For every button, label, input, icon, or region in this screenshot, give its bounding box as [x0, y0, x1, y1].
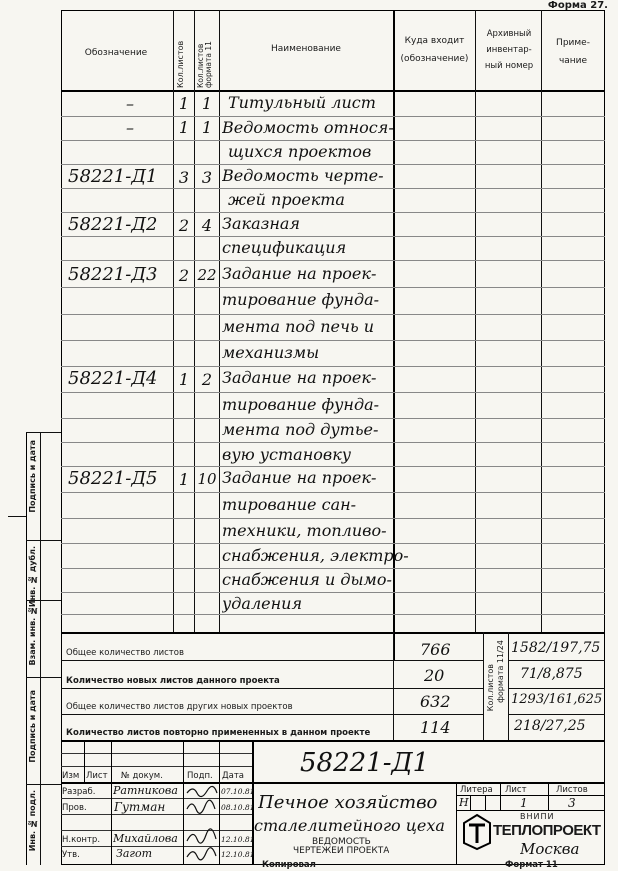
row-5-name-line3: мента под печь и [222, 317, 375, 336]
row-7-count: 1 [178, 470, 190, 489]
header-archive: Архивный инвентар- ный номер [484, 29, 534, 71]
stamp-date-5: 12.10.81 [221, 850, 255, 859]
side-label-inv-orig: Инв. № подл. [28, 790, 37, 852]
row-5-designation: 58221-Д3 [68, 264, 158, 285]
stamp-role-1: Разраб. [62, 787, 96, 797]
row-6-format11: 2 [201, 370, 213, 389]
stamp-date-2: 08.10.81 [221, 803, 255, 812]
header-sheet-count: Кол.листов [176, 40, 185, 88]
row-3-name-line2: жей проекта [228, 190, 345, 209]
row-2-name-line1: Ведомость относя- [222, 118, 394, 137]
stamp-role-4: Н.контр. [62, 835, 101, 845]
summary-label-4: Количество листов повторно примененных в данном проекте [66, 728, 371, 738]
row-6-name-line2: тирование фунда- [222, 395, 380, 414]
stamp-title-line1: Печное хозяйство [258, 792, 438, 813]
row-7-name-line2: тирование сан- [222, 495, 357, 514]
row-2-name-line2: щихся проектов [228, 142, 372, 161]
row-1-name: Титульный лист [228, 93, 376, 112]
row-1-designation: – [126, 94, 134, 113]
stamp-role-5: Утв. [62, 850, 80, 860]
summary-label-2: Количество новых листов данного проекта [66, 676, 280, 686]
summary-col-header-1: Кол.листов [486, 664, 495, 712]
summary-val1-1: 766 [420, 640, 451, 659]
stamp-date-1: 07.10.81 [221, 787, 255, 796]
teploproekt-logo-icon [462, 813, 492, 851]
stamp-list-label: Лист [505, 785, 527, 795]
stamp-litera-value: Н [459, 796, 469, 809]
row-6-name-line1: Задание на проек- [222, 368, 377, 387]
row-4-count: 2 [178, 216, 190, 235]
stamp-name-5: Загот [116, 847, 153, 860]
stamp-org-name: ТЕПЛОПРОЕКТ [493, 822, 601, 839]
row-5-name-line4: механизмы [222, 343, 320, 362]
stamp-col-date: Дата [222, 771, 245, 781]
summary-val1-4: 114 [420, 718, 451, 737]
stamp-col-docnum: № докум. [121, 771, 163, 781]
row-6-name-line3: мента под дутье- [222, 420, 379, 439]
stamp-name-1: Ратникова [113, 784, 178, 797]
row-4-designation: 58221-Д2 [68, 214, 158, 235]
footer-format: Формат 11 [505, 860, 558, 870]
stamp-name-2: Гутман [114, 800, 166, 814]
row-3-format11: 3 [201, 168, 213, 187]
stamp-org-city: Москва [520, 840, 580, 858]
row-3-name-line1: Ведомость черте- [222, 166, 384, 185]
form-label: Форма 27. [547, 0, 608, 11]
row-2-count: 1 [178, 118, 190, 137]
row-3-count: 3 [178, 168, 190, 187]
stamp-title-line3: ВЕДОМОСТЬ [312, 837, 371, 847]
row-7-name-line1: Задание на проек- [222, 468, 377, 487]
row-5-name-line1: Задание на проек- [222, 264, 377, 283]
stamp-lists-value: 3 [568, 796, 576, 810]
row-6-designation: 58221-Д4 [68, 368, 158, 389]
header-sheet-count-format: Кол.листов формата 11 [196, 41, 213, 88]
stamp-date-4: 12.10.81 [221, 835, 255, 844]
row-6-count: 1 [178, 370, 190, 389]
row-4-format11: 4 [201, 216, 213, 235]
row-7-name-line5: снабжения и дымо- [222, 570, 392, 589]
row-4-name-line1: Заказная [222, 214, 300, 233]
row-1-count: 1 [178, 94, 190, 113]
side-label-sign-date-top: Подпись и дата [28, 440, 37, 513]
header-designation: Обозначение [84, 48, 148, 58]
row-2-designation: – [126, 118, 134, 137]
summary-label-3: Общее количество листов других новых проектов [66, 702, 293, 712]
row-2-format11: 1 [201, 118, 213, 137]
stamp-title-line2: сталелитейного цеха [254, 816, 445, 835]
header-name: Наименование [271, 44, 341, 54]
stamp-list-value: 1 [520, 796, 528, 810]
summary-val2-1: 1582/197,75 [511, 640, 601, 656]
summary-label-1: Общее количество листов [66, 648, 184, 658]
summary-val1-3: 632 [420, 692, 451, 711]
stamp-title-line4: ЧЕРТЕЖЕЙ ПРОЕКТА [293, 846, 390, 856]
row-7-designation: 58221-Д5 [68, 468, 158, 489]
header-goes-into: Куда входит (обозначение) [400, 36, 469, 64]
summary-val1-2: 20 [424, 666, 445, 685]
side-label-inv-dubl: Инв. № дубл. [28, 546, 37, 608]
stamp-doc-code: 58221-Д1 [300, 748, 430, 778]
signatures-image [184, 783, 219, 865]
stamp-col-list: Лист [86, 771, 108, 781]
stamp-role-2: Пров. [62, 803, 87, 813]
row-5-count: 2 [178, 266, 190, 285]
stamp-col-sign: Подп. [187, 771, 213, 781]
row-6-name-line4: вую установку [222, 445, 352, 464]
row-4-name-line2: спецификация [222, 238, 347, 257]
row-7-name-line3: техники, топливо- [222, 521, 387, 540]
summary-val2-4: 218/27,25 [514, 718, 586, 734]
summary-col-header-2: формата 11/24 [496, 640, 505, 703]
row-3-designation: 58221-Д1 [68, 166, 158, 187]
row-5-name-line2: тирование фунда- [222, 290, 380, 309]
stamp-col-izm: Изм [62, 771, 80, 781]
row-7-format11: 10 [197, 470, 217, 488]
row-7-name-line6: удаления [222, 594, 303, 613]
side-label-sign-date-bottom: Подпись и дата [28, 690, 37, 763]
summary-val2-2: 71/8,875 [520, 666, 583, 682]
row-7-name-line4: снабжения, электро- [222, 546, 409, 565]
row-1-format11: 1 [201, 94, 213, 113]
row-5-format11: 22 [197, 266, 217, 284]
stamp-litera-label: Литера [460, 785, 493, 795]
side-label-vzam: Взам. инв. № [28, 606, 37, 666]
stamp-lists-label: Листов [556, 785, 588, 795]
stamp-name-4: Михайлова [113, 832, 178, 845]
header-note: Приме- чание [556, 38, 590, 66]
stamp-org-small: ВНИПИ [520, 812, 555, 821]
summary-val2-3: 1293/161,625 [511, 692, 603, 707]
footer-copied: Копировал [262, 860, 316, 870]
